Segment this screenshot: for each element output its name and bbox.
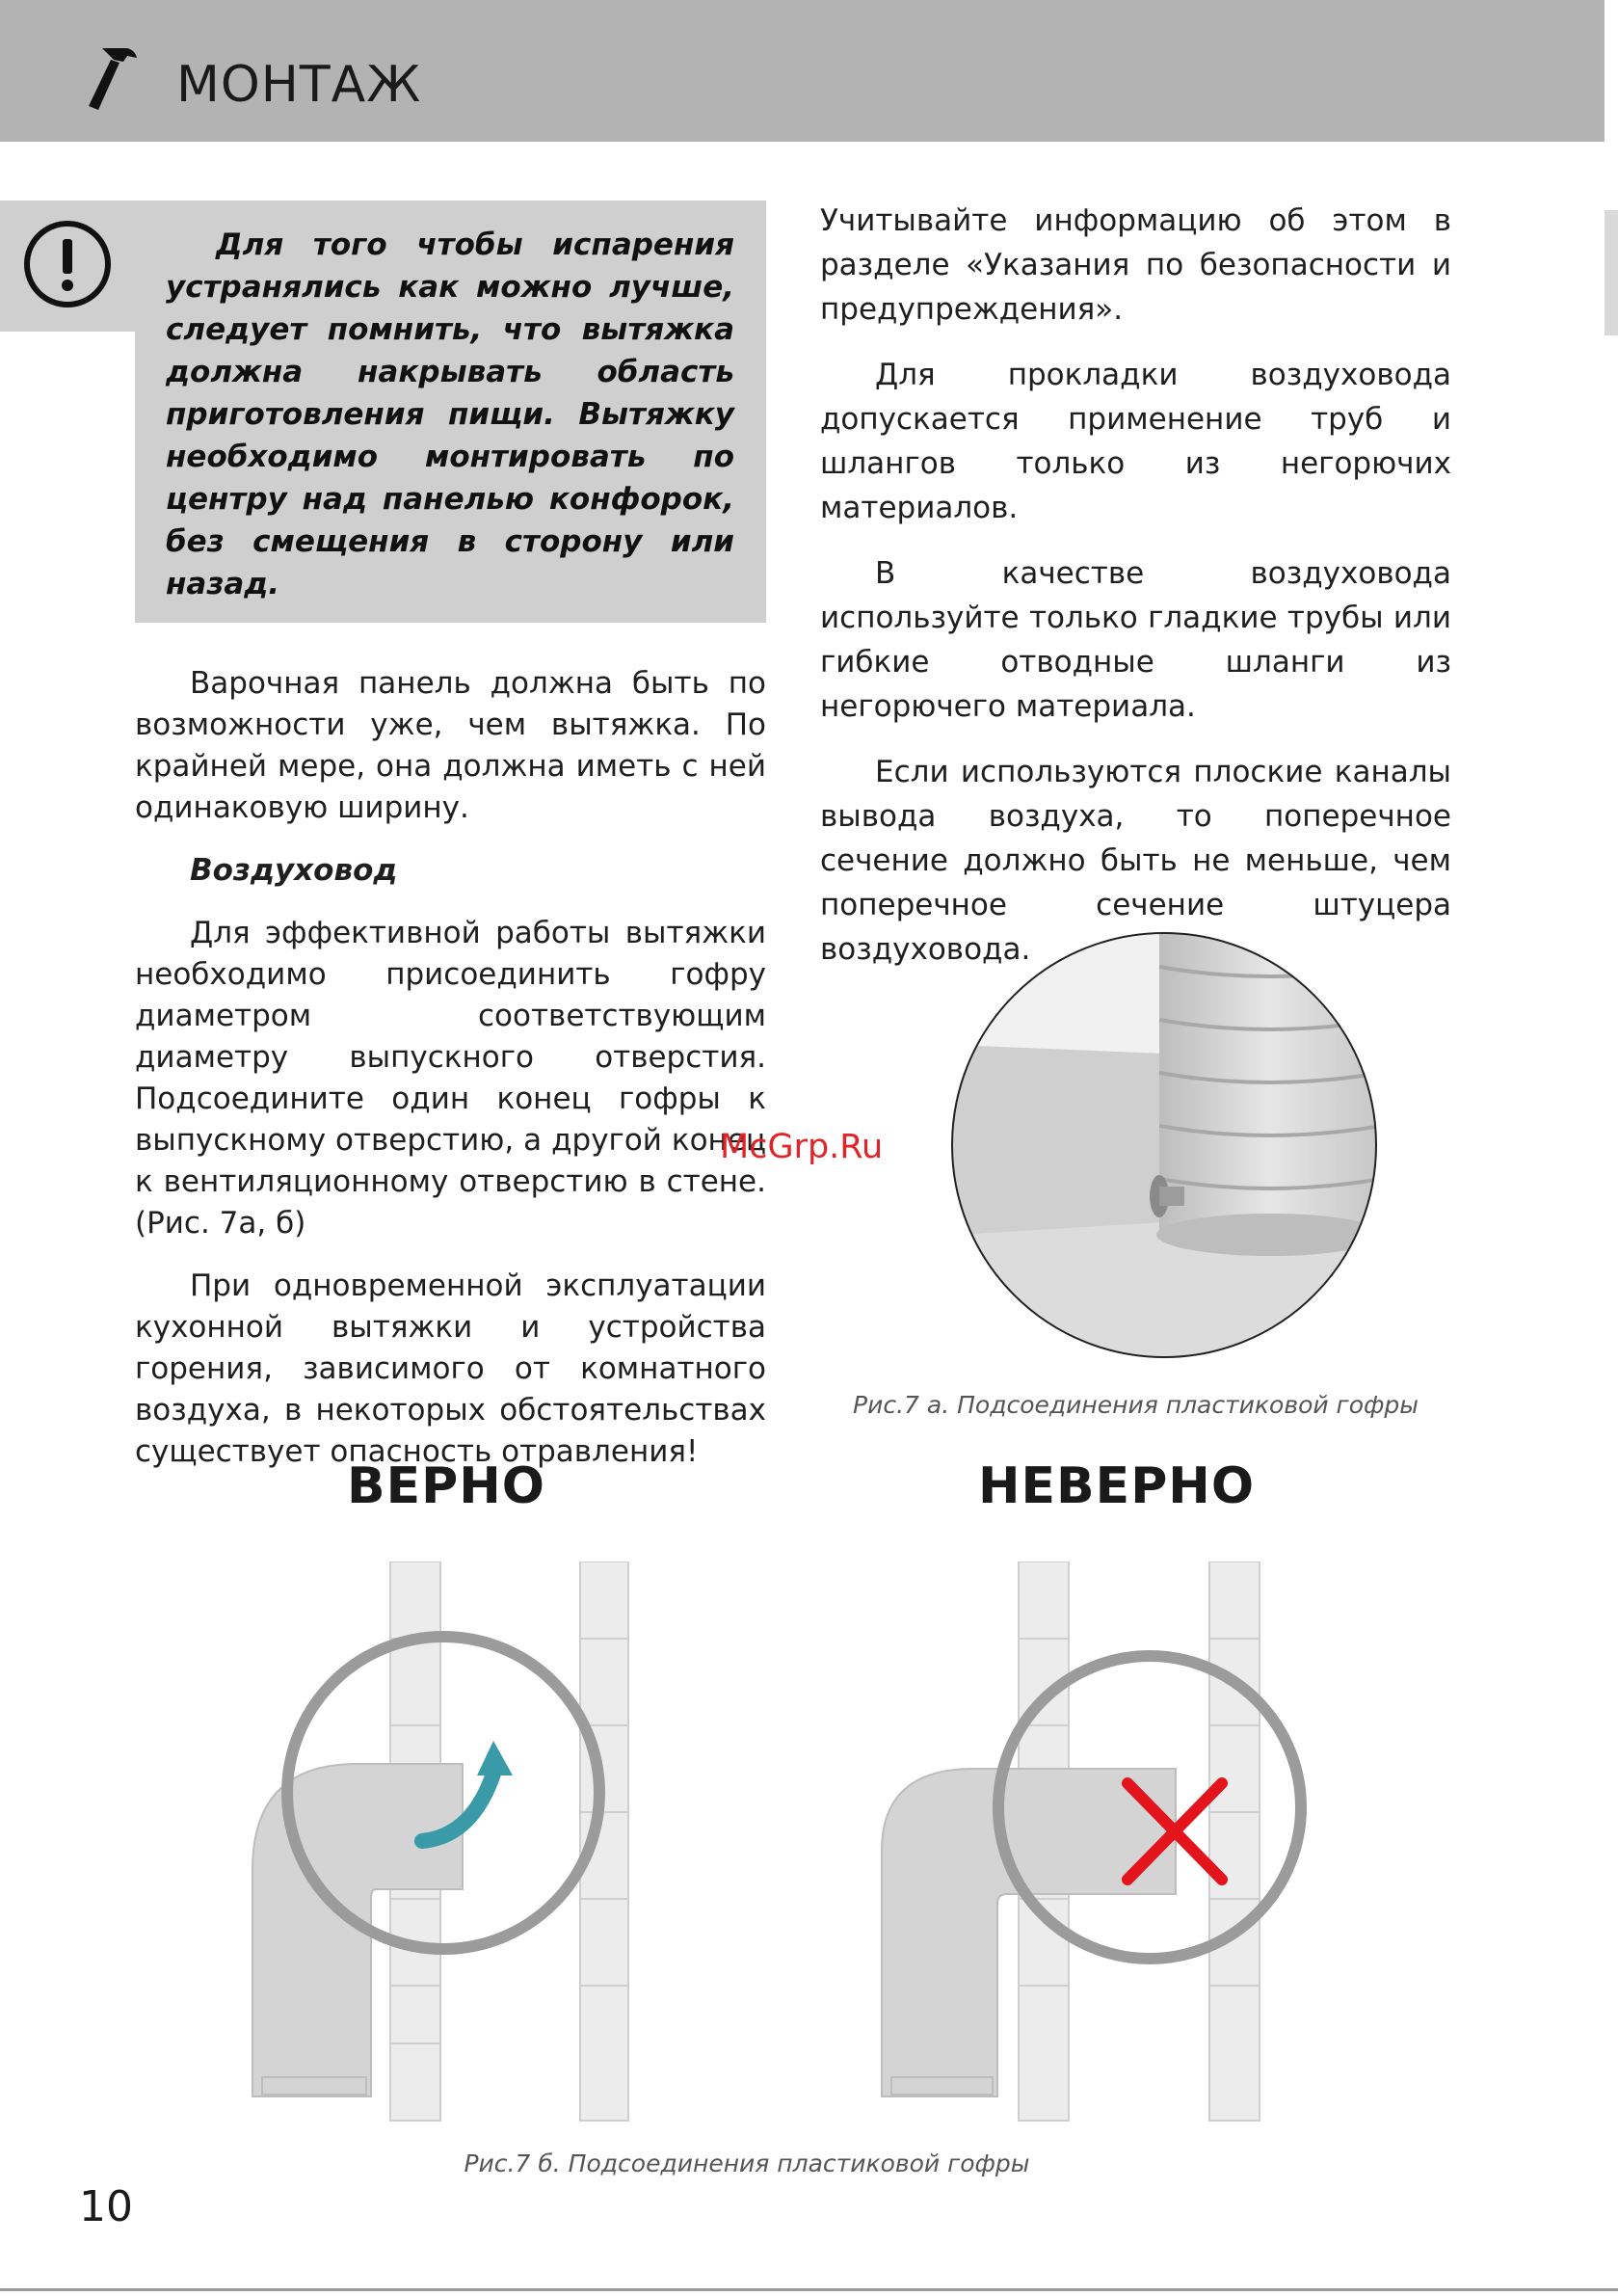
paragraph: Учитывайте информацию об этом в разделе «Указания по безопасности и предупреждения». <box>820 203 1451 327</box>
figure-7a-caption: Рис.7 а. Подсоединения пластиковой гофры <box>853 1391 1419 1419</box>
page-edge-tab <box>1605 210 1618 335</box>
figure-7a-illustration <box>928 928 1400 1362</box>
figure-7b-correct <box>241 1562 665 2140</box>
hammer-icon <box>85 42 141 112</box>
paragraph: Если используются плоские каналы вывода воздуха, то поперечное сечение должно быть не меньше, чем поперечное сечение штуцера воздуховода. <box>820 755 1451 967</box>
section-title: МОНТАЖ <box>176 56 422 114</box>
watermark: McGrp.Ru <box>720 1128 884 1166</box>
warning-text: Для того чтобы испарения устранялись как можно лучше, следует помнить, что вытяжка должна накрывать область приготовления пищи. Вытяжку необходимо монтировать по центру над панелью конфорок, без смещения в сторону или назад. <box>166 227 734 601</box>
paragraph: Варочная панель должна быть по возможности уже, чем вытяжка. По крайней мере, она должна иметь с ней одинаковую ширину. <box>135 666 766 825</box>
paragraph: В качестве воздуховода используйте только гладкие трубы или гибкие отводные шланги из негорючего материала. <box>820 556 1451 724</box>
subheading-duct: Воздуховод <box>190 853 398 888</box>
left-column <box>135 663 766 1494</box>
figure-7b-caption: Рис.7 б. Подсоединения пластиковой гофры <box>464 2149 1030 2177</box>
paragraph: При одновременной эксплуатации кухонной вытяжки и устройства горения, зависимого от комнатного воздуха, в некоторых обстоятельствах существует опасность отравления! <box>135 1268 766 1469</box>
bottom-rule <box>0 2288 1618 2291</box>
paragraph: Для прокладки воздуховода допускается применение труб и шлангов только из негорючих материалов. <box>820 358 1451 525</box>
figure-7b-incorrect <box>862 1562 1344 2140</box>
paragraph: Для эффективной работы вытяжки необходимо присоединить гофру диаметром соответствующим диаметру выпускного отверстия. Подсоедините один конец гофры к выпускному отверстию, а другой конец к вентиляционному отверстию в стене. (Рис. 7а, б) <box>135 916 766 1241</box>
exclamation-icon <box>21 218 114 310</box>
label-correct: ВЕРНО <box>347 1457 545 1515</box>
label-incorrect: НЕВЕРНО <box>978 1457 1256 1515</box>
page-number: 10 <box>79 2182 133 2231</box>
right-column <box>820 199 1451 993</box>
